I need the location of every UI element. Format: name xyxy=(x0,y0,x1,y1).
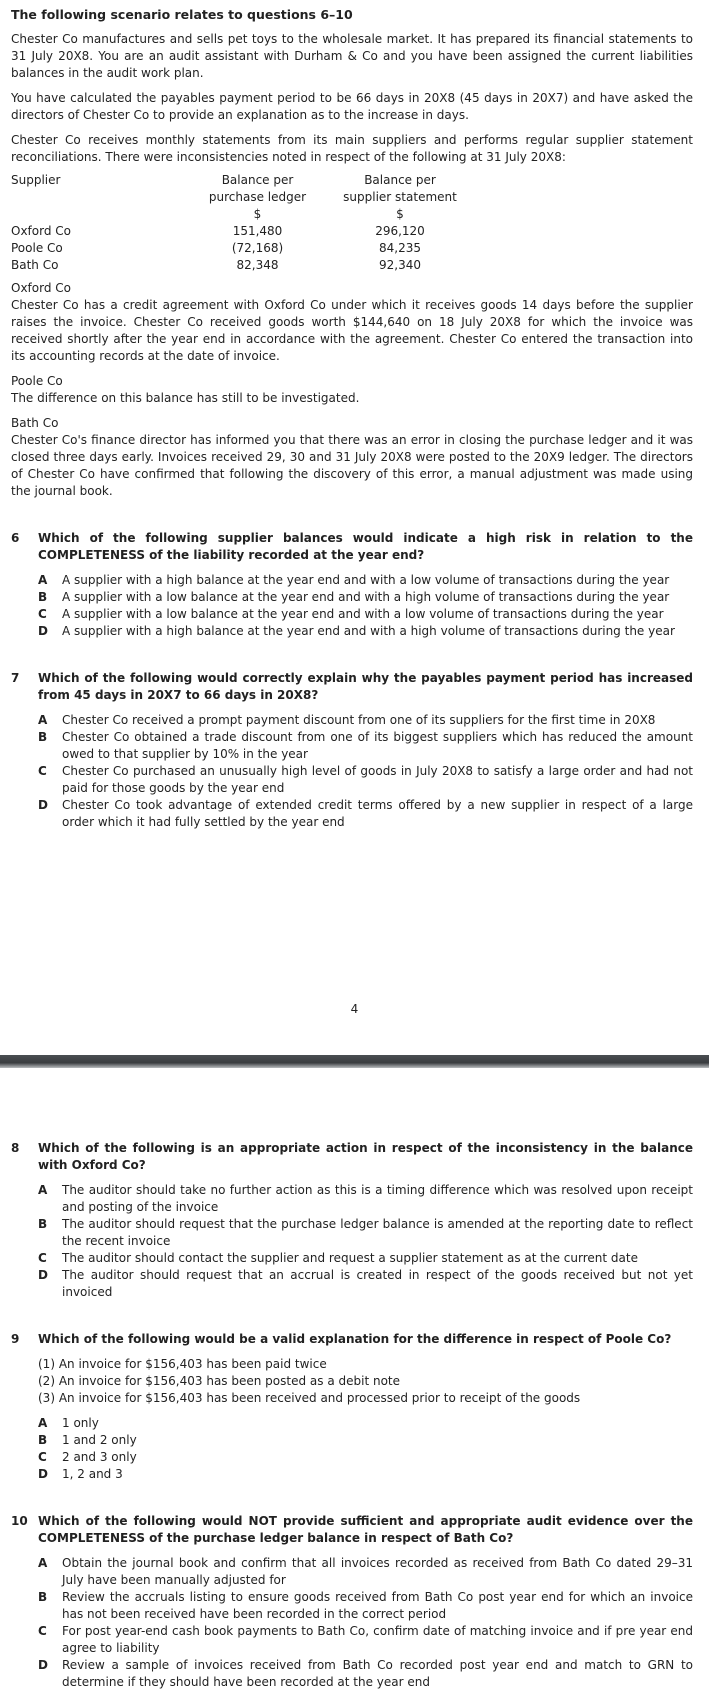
question-7 xyxy=(11,670,693,831)
row-ledger-balance: (72,168) xyxy=(231,241,284,255)
option-d[interactable] xyxy=(38,1657,693,1691)
note-text: Chester Co's finance director has informed you that there was an error in closing the purchase ledger and it was closed three days early. Invoices received 29, 30 and 31 July 20X8 were posted to the 20X9 ledger. The directors of Chester Co have confirmed that following the discovery of this error, a manual adjustment was made using the journal book. xyxy=(11,433,693,498)
option-text: Chester Co took advantage of extended credit terms offered by a new supplier in respect of a large order which it had fully settled by the year end xyxy=(62,798,693,829)
note-oxford xyxy=(11,280,693,365)
option-letter: B xyxy=(38,1590,48,1604)
table-row xyxy=(11,257,476,274)
option-b[interactable] xyxy=(38,1432,693,1449)
scenario-title: The following scenario relates to questions 6–10 xyxy=(11,7,353,22)
option-a[interactable] xyxy=(38,1415,693,1432)
question-number: 8 xyxy=(11,1141,20,1155)
row-statement-balance: 84,235 xyxy=(379,241,421,255)
question-6 xyxy=(11,530,693,640)
note-heading: Bath Co xyxy=(11,416,59,430)
statement-2: (2) An invoice for $156,403 has been posted as a debit note xyxy=(38,1374,400,1388)
option-text: Chester Co purchased an unusually high level of goods in July 20X8 to satisfy a large order and had not paid for those goods by the year end xyxy=(62,764,693,795)
option-text: 1 and 2 only xyxy=(62,1433,137,1447)
option-text: A supplier with a low balance at the year end and with a low volume of transactions during the year xyxy=(62,607,664,621)
option-letter: A xyxy=(38,573,48,587)
option-c[interactable] xyxy=(38,606,693,623)
row-statement-balance: 296,120 xyxy=(375,224,425,238)
question-text: Which of the following would NOT provide sufficient and appropriate audit evidence over the COMPLETENESS of the purchase ledger balance in respect of Bath Co? xyxy=(38,1514,693,1545)
options-list xyxy=(38,572,693,640)
paragraph-payables-period: You have calculated the payables payment period to be 66 days in 20X8 (45 days in 20X7) and have asked the directors of Chester Co to provide an explanation as to the increase in days. xyxy=(11,91,693,122)
question-10 xyxy=(11,1513,693,1691)
header-supplier: Supplier xyxy=(11,173,61,187)
option-letter: D xyxy=(38,1658,48,1672)
option-letter: C xyxy=(38,1251,47,1265)
option-d[interactable] xyxy=(38,1267,693,1301)
question-text: Which of the following supplier balances would indicate a high risk in relation to the COMPLETENESS of the liability recorded at the year end? xyxy=(38,531,693,562)
header-ledger-unit: $ xyxy=(253,207,262,221)
header-ledger-line2: purchase ledger xyxy=(208,190,307,204)
header-statement-line2: supplier statement xyxy=(343,190,457,204)
option-c[interactable] xyxy=(38,1449,693,1466)
question-text: Which of the following would be a valid explanation for the difference in respect of Poole Co? xyxy=(38,1332,672,1346)
paragraph-reconciliations: Chester Co receives monthly statements from its main suppliers and performs regular supplier statement reconciliations. There were inconsistencies noted in respect of the following at 31 July 20X8: xyxy=(11,133,693,164)
option-text: The auditor should take no further action as this is a timing difference which was resolved upon receipt and posting of the invoice xyxy=(62,1183,693,1214)
option-text: The auditor should request that the purchase ledger balance is amended at the reporting date to reflect the recent invoice xyxy=(62,1217,693,1248)
row-supplier: Oxford Co xyxy=(11,224,71,238)
options-list xyxy=(38,1182,693,1301)
option-letter: D xyxy=(38,1268,48,1282)
option-c[interactable] xyxy=(38,1623,693,1657)
table-row xyxy=(11,240,476,257)
option-text: Review a sample of invoices received from Bath Co recorded post year end and match to GRN to determine if they should have been recorded at the year end xyxy=(62,1658,693,1689)
option-text: Review the accruals listing to ensure goods received from Bath Co post year end for which an invoice has not been received have been recorded in the correct period xyxy=(62,1590,693,1621)
row-supplier: Bath Co xyxy=(11,258,59,272)
note-heading: Oxford Co xyxy=(11,281,71,295)
option-letter: D xyxy=(38,1467,48,1481)
option-text: A supplier with a high balance at the year end and with a low volume of transactions during the year xyxy=(62,573,670,587)
option-a[interactable] xyxy=(38,572,693,589)
option-text: Chester Co obtained a trade discount from one of its biggest suppliers which has reduced the amount owed to that supplier by 10% in the year xyxy=(62,730,693,761)
option-text: Chester Co received a prompt payment discount from one of its suppliers for the first time in 20X8 xyxy=(62,713,656,727)
option-letter: A xyxy=(38,1556,48,1570)
option-letter: C xyxy=(38,607,47,621)
table-row xyxy=(11,223,476,240)
option-letter: B xyxy=(38,590,48,604)
statement-3: (3) An invoice for $156,403 has been received and processed prior to receipt of the goods xyxy=(38,1391,581,1405)
option-a[interactable] xyxy=(38,712,693,729)
option-letter: D xyxy=(38,798,48,812)
question-header xyxy=(11,1513,693,1547)
option-d[interactable] xyxy=(38,623,693,640)
option-b[interactable] xyxy=(38,1216,693,1250)
option-letter: A xyxy=(38,713,48,727)
balance-table xyxy=(11,172,476,274)
question-header xyxy=(11,530,693,564)
paragraph-intro: Chester Co manufactures and sells pet toys to the wholesale market. It has prepared its financial statements to 31 July 20X8. You are an audit assistant with Durham & Co and you have been assigned the current liabilities balances in the audit work plan. xyxy=(11,32,693,80)
statements-list xyxy=(38,1356,693,1407)
option-a[interactable] xyxy=(38,1182,693,1216)
question-number: 10 xyxy=(11,1514,28,1528)
option-letter: C xyxy=(38,764,47,778)
header-ledger xyxy=(191,172,324,223)
option-text: 1 only xyxy=(62,1416,99,1430)
option-text: 2 and 3 only xyxy=(62,1450,137,1464)
option-c[interactable] xyxy=(38,1250,693,1267)
option-letter: B xyxy=(38,1433,48,1447)
option-text: The auditor should contact the supplier and request a supplier statement as at the current date xyxy=(62,1251,638,1265)
option-text: For post year-end cash book payments to Bath Co, confirm date of matching invoice and if pre year end agree to liability xyxy=(62,1624,693,1655)
header-statement xyxy=(324,172,476,223)
header-ledger-line1: Balance per xyxy=(221,173,294,187)
question-header xyxy=(11,670,693,704)
question-number: 6 xyxy=(11,531,20,545)
option-letter: C xyxy=(38,1624,47,1638)
note-poole xyxy=(11,373,693,407)
note-bath xyxy=(11,415,693,500)
option-letter: D xyxy=(38,624,48,638)
option-letter: A xyxy=(38,1416,48,1430)
option-d[interactable] xyxy=(38,797,693,831)
option-text: 1, 2 and 3 xyxy=(62,1467,123,1481)
row-supplier: Poole Co xyxy=(11,241,63,255)
option-c[interactable] xyxy=(38,763,693,797)
question-number: 9 xyxy=(11,1332,20,1346)
header-statement-line1: Balance per xyxy=(364,173,436,187)
option-letter: B xyxy=(38,730,48,744)
header-statement-unit: $ xyxy=(396,207,404,221)
page-number: 4 xyxy=(350,1002,359,1016)
question-text: Which of the following is an appropriate action in respect of the inconsistency in the balance with Oxford Co? xyxy=(38,1141,693,1172)
question-header xyxy=(11,1331,693,1348)
option-text: The auditor should request that an accrual is created in respect of the goods received but not yet invoiced xyxy=(62,1268,693,1299)
question-8 xyxy=(11,1140,693,1301)
options-list xyxy=(38,1415,693,1483)
note-text: Chester Co has a credit agreement with Oxford Co under which it receives goods 14 days before the supplier raises the invoice. Chester Co received goods worth $144,640 on 18 July 20X8 for which the invoice was received shortly after the year end in accordance with the agreement. Chester Co entered the transaction into its accounting records at the date of invoice. xyxy=(11,298,693,363)
question-header xyxy=(11,1140,693,1174)
page-separator xyxy=(0,1055,709,1068)
option-letter: C xyxy=(38,1450,47,1464)
balance-table-header xyxy=(11,172,476,223)
options-list xyxy=(38,712,693,831)
question-number: 7 xyxy=(11,671,20,685)
page-5 xyxy=(0,1068,709,1692)
option-text: Obtain the journal book and confirm that all invoices recorded as received from Bath Co dated 29–31 July have been manually adjusted for xyxy=(62,1556,693,1587)
row-statement-balance: 92,340 xyxy=(379,258,421,272)
option-b[interactable] xyxy=(38,729,693,763)
option-b[interactable] xyxy=(38,589,693,606)
row-ledger-balance: 151,480 xyxy=(232,224,283,238)
note-text: The difference on this balance has still to be investigated. xyxy=(11,391,360,405)
option-a[interactable] xyxy=(38,1555,693,1589)
statement-1: (1) An invoice for $156,403 has been paid twice xyxy=(38,1357,327,1371)
option-b[interactable] xyxy=(38,1589,693,1623)
options-list xyxy=(38,1555,693,1691)
option-letter: B xyxy=(38,1217,48,1231)
note-heading: Poole Co xyxy=(11,374,63,388)
option-letter: A xyxy=(38,1183,48,1197)
question-9 xyxy=(11,1331,693,1483)
option-text: A supplier with a high balance at the year end and with a high volume of transactions during the year xyxy=(62,624,675,638)
option-d[interactable] xyxy=(38,1466,693,1483)
row-ledger-balance: 82,348 xyxy=(236,258,279,272)
option-text: A supplier with a low balance at the year end and with a high volume of transactions during the year xyxy=(62,590,670,604)
question-text: Which of the following would correctly explain why the payables payment period has increased from 45 days in 20X7 to 66 days in 20X8? xyxy=(38,671,693,702)
